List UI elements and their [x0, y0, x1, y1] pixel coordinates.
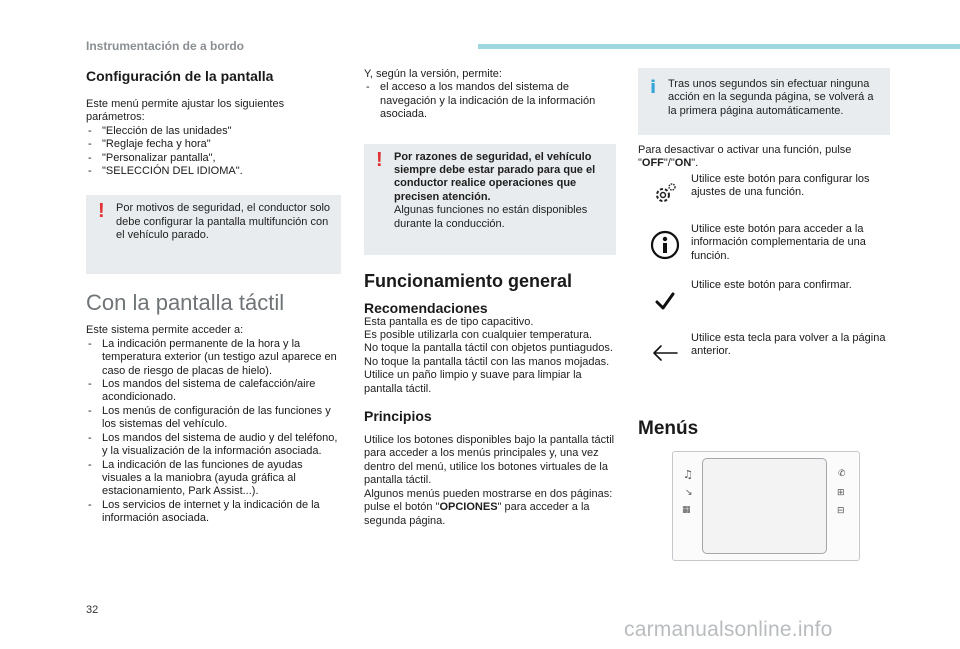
safety-warning-box: [364, 144, 616, 255]
settings-text: Utilice este botón para configurar los ajustes de una función.: [691, 172, 870, 199]
watermark: carmanualsonline.info: [624, 618, 833, 641]
toggle-text: [638, 144, 893, 171]
version-intro: Y, según la versión, permite:: [364, 68, 502, 80]
list-item: - Los servicios de internet y la indicación de la información asociada.: [86, 499, 341, 526]
info-circle-icon: [638, 223, 691, 260]
list-item: - "Reglaje fecha y hora": [86, 138, 341, 151]
rec-line: No toque la pantalla táctil con las manos mojadas.: [364, 355, 610, 368]
rec-line: Es posible utilizarla con cualquier temperatura.: [364, 329, 593, 342]
opciones-label: OPCIONES: [439, 501, 498, 514]
safety-warning-bold: Por razones de seguridad, el vehículo siempre debe estar parado para que el conductor realice operaciones que precisen atención.: [394, 150, 596, 203]
list-item: - La indicación de las funciones de ayudas visuales a la maniobra (ayuda gráfica al estacionamiento, Park Assist...).: [86, 459, 341, 499]
info-button-row: [638, 223, 893, 279]
on-label: ON: [674, 157, 692, 170]
rec-line: No toque la pantalla táctil con objetos puntiagudos.: [364, 342, 613, 355]
config-list: [86, 125, 341, 179]
settings-gear-icon: [638, 173, 691, 207]
confirm-text: Utilice este botón para confirmar.: [691, 278, 852, 291]
back-arrow-icon: [638, 332, 691, 362]
rec-line: Esta pantalla es de tipo capacitivo.: [364, 315, 534, 328]
princ-text-2b: " para acceder a la segunda página.: [364, 501, 590, 527]
back-row: [638, 332, 893, 380]
info-button-text: Utilice este botón para acceder a la información complementaria de una función.: [691, 222, 866, 262]
confirm-row: [638, 279, 893, 332]
info-text: Tras unos segundos sin efectuar ninguna acción en la segunda página, se volverá a la primera página automáticamente.: [668, 78, 874, 117]
section-header-bar: [478, 44, 960, 49]
back-text: Utilice esta tecla para volver a la página anterior.: [691, 331, 886, 358]
phone-icon: ✆: [838, 469, 846, 479]
touch-title: Con la pantalla táctil: [86, 290, 285, 316]
checkmark-icon: [638, 279, 691, 310]
warning-box: [86, 195, 341, 274]
music-note-icon: ♫: [683, 468, 693, 481]
toggle-text-a: Para desactivar o activar una función, pulse ": [638, 144, 852, 170]
navigation-icon: ↘: [685, 488, 693, 498]
safety-warning-text: Algunas funciones no están disponibles durante la conducción.: [394, 204, 588, 230]
column-2: [364, 68, 619, 528]
list-item: - "Elección de las unidades": [86, 125, 341, 138]
list-item: - Los mandos del sistema de audio y del teléfono, y la visualización de la información asociada.: [86, 432, 341, 459]
column-3: [638, 68, 893, 440]
touch-intro: Este sistema permite acceder a:: [86, 324, 244, 337]
column-1: [86, 68, 341, 526]
section-header-title: Instrumentación de a bordo: [86, 39, 245, 53]
info-box: [638, 68, 890, 135]
page-number: 32: [86, 604, 99, 616]
version-list: [364, 81, 619, 121]
climate-icon: ▦: [682, 505, 691, 515]
touchscreen-illustration: [672, 451, 860, 561]
toggle-end: ".: [691, 157, 699, 170]
list-item: - "Personalizar pantalla",: [86, 152, 341, 165]
config-title: Configuración de la pantalla: [86, 68, 274, 84]
list-item: - "SELECCIÓN DEL IDIOMA".: [86, 165, 341, 178]
list-item: - La indicación permanente de la hora y la temperatura exterior (un testigo azul aparece en caso de riesgo de placas de hielo).: [86, 338, 341, 378]
settings-row: [638, 173, 893, 223]
princ-title: Principios: [364, 408, 432, 425]
off-label: OFF: [641, 157, 664, 170]
toggle-sep: "/": [663, 157, 675, 170]
princ-text-2a: Algunos menús pueden mostrarse en dos páginas: pulse el botón ": [364, 487, 613, 514]
list-item: - Los mandos del sistema de calefacción/aire acondicionado.: [86, 378, 341, 405]
warning-icon: !: [98, 200, 105, 223]
touchscreen-display: [702, 458, 827, 554]
list-item: - Los menús de configuración de las funciones y los sistemas del vehículo.: [86, 405, 341, 432]
config-intro: Este menú permite ajustar los siguientes parámetros:: [86, 98, 285, 124]
warning-text: Por motivos de seguridad, el conductor solo debe configurar la pantalla multifunción con el vehículo parado.: [116, 202, 331, 242]
rec-line: Utilice un paño limpio y suave para limpiar la pantalla táctil.: [364, 369, 582, 395]
car-icon: ⊟: [837, 506, 845, 516]
touch-list: [86, 338, 341, 526]
func-title: Funcionamiento general: [364, 270, 573, 291]
apps-grid-icon: ⊞: [837, 488, 845, 498]
warning-icon: !: [376, 148, 383, 171]
list-item: - el acceso a los mandos del sistema de navegación y la indicación de la información asociada.: [364, 81, 619, 121]
rec-title: Recomendaciones: [364, 299, 488, 316]
info-icon: i: [650, 77, 657, 98]
princ-text-2: [364, 488, 619, 528]
princ-text-1: Utilice los botones disponibles bajo la pantalla táctil para acceder a los menús principales y, una vez dentro del menú, utilice los botones virtuales de la pantalla táctil.: [364, 434, 615, 487]
menus-title: Menús: [638, 417, 699, 439]
